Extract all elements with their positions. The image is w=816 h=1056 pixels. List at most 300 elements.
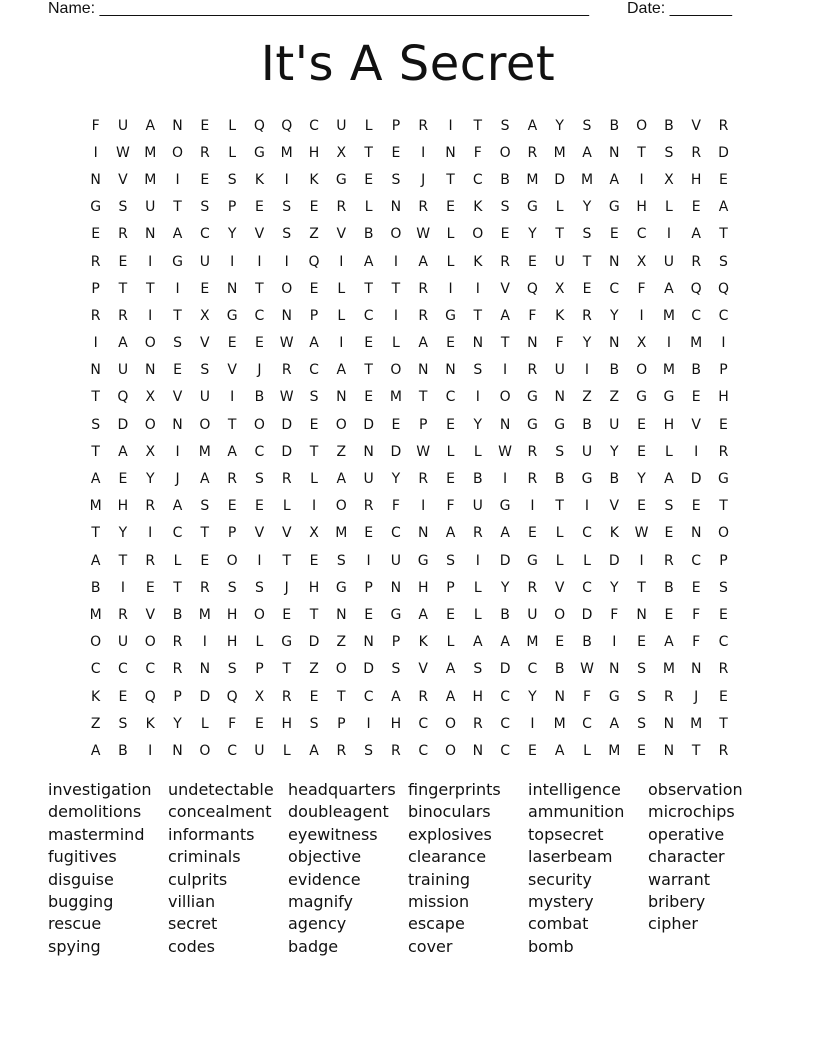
- grid-letter: S: [336, 552, 346, 569]
- grid-row: [82, 248, 742, 275]
- word-bank-item: escape: [408, 914, 465, 934]
- grid-letter: T: [227, 416, 237, 433]
- grid-letter: U: [527, 606, 538, 623]
- grid-letter: O: [226, 552, 238, 569]
- grid-letter: M: [580, 171, 594, 188]
- grid-letter: B: [363, 226, 374, 243]
- grid-letter: E: [91, 226, 101, 243]
- grid-letter: L: [228, 117, 237, 134]
- word-bank-item: demolitions: [48, 802, 142, 822]
- grid-letter: L: [392, 335, 400, 352]
- grid-letter: S: [582, 117, 592, 134]
- grid-letter: O: [253, 606, 265, 623]
- grid-letter: A: [664, 471, 674, 488]
- grid-letter: H: [417, 579, 429, 596]
- grid-letter: G: [335, 579, 347, 596]
- grid-letter: P: [391, 634, 401, 651]
- grid-letter: B: [90, 579, 101, 596]
- grid-letter: A: [418, 606, 428, 623]
- grid-letter: T: [91, 389, 100, 406]
- grid-letter: C: [118, 661, 128, 678]
- grid-letter: N: [336, 389, 347, 406]
- grid-letter: O: [281, 280, 293, 297]
- grid-row: [82, 330, 742, 357]
- word-bank-item: bugging: [48, 891, 114, 911]
- grid-letter: A: [90, 742, 101, 759]
- grid-row: [82, 411, 742, 438]
- grid-letter: Y: [582, 199, 592, 216]
- grid-letter: E: [309, 280, 319, 297]
- grid-letter: A: [336, 362, 347, 379]
- grid-letter: V: [418, 661, 428, 678]
- grid-letter: V: [227, 362, 237, 379]
- grid-letter: N: [554, 688, 565, 705]
- grid-letter: U: [145, 199, 156, 216]
- grid-letter: A: [227, 443, 237, 460]
- grid-letter: E: [719, 416, 728, 433]
- grid-letter: T: [473, 307, 483, 324]
- grid-letter: I: [612, 634, 617, 651]
- grid-letter: L: [337, 280, 346, 297]
- grid-letter: L: [473, 579, 482, 596]
- grid-letter: T: [391, 280, 401, 297]
- grid-letter: O: [199, 742, 211, 759]
- grid-letter: T: [364, 144, 373, 161]
- grid-letter: T: [418, 389, 428, 406]
- word-bank-item: criminals: [168, 847, 241, 867]
- grid-letter: K: [555, 307, 565, 324]
- grid-letter: Y: [145, 471, 155, 488]
- grid-letter: M: [662, 661, 675, 678]
- grid-letter: C: [500, 742, 510, 759]
- grid-letter: O: [199, 416, 211, 433]
- grid-letter: R: [418, 117, 429, 134]
- grid-letter: A: [500, 634, 510, 651]
- grid-letter: D: [581, 606, 593, 623]
- grid-letter: S: [555, 443, 565, 460]
- grid-letter: R: [527, 579, 538, 596]
- grid-letter: P: [364, 579, 373, 596]
- word-bank-item: observation: [648, 780, 743, 799]
- grid-letter: M: [690, 715, 703, 732]
- grid-letter: N: [417, 362, 429, 379]
- grid-letter: N: [690, 661, 702, 678]
- word-bank-item: codes: [168, 936, 215, 956]
- grid-letter: S: [173, 335, 182, 352]
- grid-letter: G: [254, 144, 265, 161]
- grid-letter: E: [637, 634, 647, 651]
- grid-letter: R: [90, 253, 101, 270]
- grid-letter: I: [393, 307, 398, 324]
- grid-letter: G: [608, 688, 620, 705]
- grid-letter: E: [637, 498, 647, 515]
- grid-letter: T: [309, 606, 319, 623]
- grid-letter: N: [663, 715, 675, 732]
- grid-letter: E: [200, 552, 210, 569]
- grid-letter: C: [691, 307, 702, 324]
- word-bank-item: disguise: [48, 869, 114, 889]
- grid-letter: U: [117, 634, 129, 651]
- grid-letter: E: [364, 335, 374, 352]
- grid-letter: N: [363, 443, 374, 460]
- grid-letter: S: [254, 471, 264, 488]
- grid-letter: E: [200, 280, 210, 297]
- grid-letter: X: [636, 335, 647, 352]
- grid-row: [82, 710, 742, 737]
- grid-letter: L: [173, 552, 182, 569]
- grid-letter: I: [448, 280, 453, 297]
- word-bank-item: agency: [288, 914, 347, 934]
- grid-letter: C: [691, 552, 702, 569]
- grid-letter: S: [254, 579, 264, 596]
- word-bank-item: mission: [408, 891, 470, 911]
- grid-row: [82, 221, 742, 248]
- grid-letter: B: [554, 471, 565, 488]
- grid-letter: A: [445, 661, 456, 678]
- grid-letter: H: [308, 579, 320, 596]
- grid-letter: E: [691, 199, 701, 216]
- grid-letter: Q: [144, 688, 156, 705]
- grid-letter: R: [418, 688, 429, 705]
- grid-row: [82, 384, 742, 411]
- grid-letter: X: [309, 525, 319, 542]
- grid-letter: G: [526, 416, 538, 433]
- grid-letter: E: [118, 253, 128, 270]
- grid-letter: P: [227, 199, 237, 216]
- grid-letter: W: [498, 443, 513, 460]
- grid-letter: P: [227, 525, 237, 542]
- grid-letter: S: [664, 144, 674, 161]
- grid-letter: R: [664, 688, 674, 705]
- grid-letter: G: [526, 552, 538, 569]
- grid-letter: Y: [610, 307, 619, 324]
- grid-letter: L: [282, 742, 291, 759]
- grid-letter: S: [582, 226, 592, 243]
- grid-row: [82, 629, 742, 656]
- grid-letter: E: [200, 171, 210, 188]
- grid-letter: X: [636, 253, 647, 270]
- grid-letter: E: [446, 606, 455, 623]
- grid-letter: I: [584, 498, 590, 515]
- word-bank-item: security: [528, 869, 592, 889]
- grid-letter: E: [691, 579, 701, 596]
- grid-letter: C: [309, 362, 319, 379]
- grid-letter: M: [144, 144, 157, 161]
- grid-letter: C: [582, 579, 592, 596]
- grid-letter: N: [90, 171, 101, 188]
- grid-letter: W: [116, 144, 130, 161]
- grid-letter: O: [335, 661, 347, 678]
- grid-letter: Z: [609, 389, 620, 406]
- grid-letter: W: [580, 661, 594, 678]
- grid-letter: N: [199, 661, 211, 678]
- grid-letter: I: [366, 552, 371, 569]
- grid-letter: E: [309, 552, 319, 569]
- grid-letter: X: [254, 688, 265, 705]
- grid-letter: M: [526, 634, 539, 651]
- grid-letter: C: [472, 171, 483, 188]
- grid-letter: R: [145, 498, 156, 515]
- grid-letter: M: [690, 335, 703, 352]
- grid-letter: R: [527, 362, 538, 379]
- grid-letter: A: [609, 171, 620, 188]
- grid-letter: I: [530, 715, 535, 732]
- word-bank-item: training: [408, 869, 470, 889]
- grid-letter: Q: [253, 117, 265, 134]
- grid-letter: T: [473, 117, 483, 134]
- grid-letter: M: [553, 144, 566, 161]
- grid-letter: E: [173, 362, 182, 379]
- grid-letter: D: [199, 688, 211, 705]
- grid-letter: Z: [309, 226, 319, 243]
- grid-letter: N: [172, 416, 183, 433]
- grid-letter: S: [282, 226, 292, 243]
- word-bank-item: culprits: [168, 869, 228, 889]
- grid-letter: R: [336, 742, 347, 759]
- grid-letter: A: [582, 144, 592, 161]
- grid-letter: O: [472, 226, 484, 243]
- grid-letter: I: [93, 335, 98, 352]
- grid-letter: Y: [637, 471, 646, 488]
- grid-letter: X: [664, 171, 674, 188]
- grid-letter: R: [582, 307, 592, 324]
- grid-letter: H: [117, 498, 129, 515]
- grid-letter: N: [609, 144, 620, 161]
- grid-letter: A: [609, 715, 620, 732]
- grid-letter: S: [309, 389, 319, 406]
- grid-letter: E: [255, 335, 264, 352]
- word-bank-item: fugitives: [48, 847, 117, 867]
- grid-letter: B: [500, 171, 510, 188]
- grid-row: [82, 683, 742, 710]
- grid-letter: Y: [528, 688, 537, 705]
- grid-letter: R: [472, 715, 483, 732]
- grid-letter: E: [200, 117, 210, 134]
- grid-letter: O: [390, 362, 402, 379]
- grid-letter: H: [690, 171, 702, 188]
- word-bank-item: mystery: [528, 891, 594, 911]
- word-bank-item: intelligence: [528, 780, 621, 799]
- grid-letter: I: [666, 335, 671, 352]
- grid-letter: F: [610, 606, 619, 623]
- grid-letter: E: [227, 498, 237, 515]
- grid-letter: R: [199, 579, 210, 596]
- grid-letter: G: [718, 471, 729, 488]
- word-bank-item: topsecret: [528, 824, 604, 844]
- grid-letter: D: [690, 471, 702, 488]
- grid-letter: I: [639, 552, 644, 569]
- grid-letter: T: [555, 498, 564, 515]
- grid-letter: Y: [473, 416, 483, 433]
- grid-letter: S: [500, 199, 510, 216]
- grid-letter: I: [421, 498, 426, 515]
- grid-letter: L: [364, 199, 373, 216]
- grid-letter: N: [527, 335, 538, 352]
- grid-letter: F: [582, 688, 592, 705]
- grid-letter: B: [554, 661, 565, 678]
- word-bank-item: explosives: [408, 824, 492, 844]
- grid-letter: O: [717, 525, 729, 542]
- grid-letter: R: [145, 552, 156, 569]
- grid-letter: Q: [690, 280, 702, 297]
- word-bank-item: binoculars: [408, 802, 491, 822]
- grid-letter: L: [282, 498, 291, 515]
- grid-letter: E: [391, 416, 401, 433]
- grid-letter: J: [175, 471, 180, 488]
- grid-letter: E: [227, 335, 237, 352]
- grid-letter: O: [554, 606, 566, 623]
- grid-letter: A: [500, 525, 510, 542]
- grid-letter: X: [336, 144, 347, 161]
- grid-letter: I: [393, 253, 398, 270]
- grid-row: [82, 601, 742, 628]
- grid-letter: R: [281, 688, 292, 705]
- grid-letter: L: [583, 742, 591, 759]
- grid-letter: L: [446, 226, 455, 243]
- grid-letter: I: [721, 335, 726, 352]
- grid-letter: U: [472, 498, 483, 515]
- grid-letter: G: [390, 606, 402, 623]
- word-bank-item: magnify: [288, 891, 353, 911]
- grid-letter: C: [391, 525, 401, 542]
- grid-letter: S: [118, 715, 128, 732]
- grid-letter: O: [144, 634, 156, 651]
- grid-letter: I: [230, 253, 235, 270]
- grid-letter: N: [609, 661, 620, 678]
- grid-letter: R: [227, 471, 237, 488]
- grid-letter: U: [117, 117, 129, 134]
- grid-letter: I: [311, 498, 317, 515]
- grid-letter: A: [309, 742, 319, 759]
- grid-letter: I: [148, 742, 153, 759]
- grid-letter: E: [719, 688, 728, 705]
- grid-letter: S: [473, 362, 483, 379]
- grid-letter: C: [254, 443, 265, 460]
- grid-letter: I: [503, 471, 508, 488]
- grid-letter: N: [417, 525, 429, 542]
- grid-letter: V: [254, 226, 265, 243]
- grid-letter: T: [118, 552, 128, 569]
- grid-letter: M: [89, 606, 102, 623]
- grid-letter: S: [391, 171, 401, 188]
- grid-row: [82, 357, 742, 384]
- grid-letter: L: [364, 117, 373, 134]
- grid-letter: C: [227, 742, 238, 759]
- grid-letter: R: [718, 117, 729, 134]
- word-bank-item: doubleagent: [288, 802, 389, 822]
- grid-letter: N: [472, 742, 484, 759]
- grid-letter: P: [719, 362, 728, 379]
- grid-letter: X: [145, 443, 156, 460]
- grid-letter: C: [500, 688, 510, 705]
- grid-letter: L: [446, 253, 455, 270]
- grid-letter: J: [257, 362, 262, 379]
- grid-letter: R: [472, 525, 483, 542]
- grid-letter: E: [719, 171, 728, 188]
- grid-letter: R: [418, 199, 429, 216]
- grid-letter: F: [637, 280, 646, 297]
- grid-letter: P: [446, 579, 455, 596]
- grid-letter: I: [120, 579, 126, 596]
- grid-letter: V: [609, 498, 620, 515]
- grid-letter: J: [421, 171, 426, 188]
- grid-letter: E: [719, 606, 728, 623]
- grid-letter: C: [418, 715, 429, 732]
- grid-letter: E: [255, 199, 264, 216]
- grid-letter: C: [309, 117, 319, 134]
- grid-letter: P: [719, 552, 728, 569]
- grid-letter: S: [91, 416, 101, 433]
- grid-letter: T: [364, 280, 373, 297]
- grid-letter: J: [694, 688, 699, 705]
- grid-letter: B: [254, 389, 265, 406]
- grid-letter: E: [637, 742, 647, 759]
- grid-letter: H: [308, 144, 320, 161]
- grid-letter: E: [664, 525, 674, 542]
- grid-letter: N: [145, 362, 156, 379]
- grid-letter: R: [199, 144, 210, 161]
- grid-letter: H: [663, 416, 675, 433]
- grid-letter: N: [390, 199, 402, 216]
- grid-letter: Y: [555, 117, 564, 134]
- grid-letter: R: [336, 199, 347, 216]
- grid-letter: H: [390, 715, 402, 732]
- grid-letter: C: [254, 307, 265, 324]
- grid-letter: C: [609, 280, 620, 297]
- grid-letter: B: [691, 362, 701, 379]
- grid-letter: M: [608, 742, 621, 759]
- grid-letter: F: [446, 498, 455, 515]
- grid-letter: A: [418, 335, 428, 352]
- grid-letter: I: [448, 117, 453, 134]
- grid-letter: Y: [528, 226, 537, 243]
- grid-letter: C: [582, 525, 592, 542]
- grid-letter: M: [526, 171, 539, 188]
- grid-letter: E: [282, 606, 292, 623]
- grid-row: [82, 493, 742, 520]
- grid-letter: E: [364, 171, 374, 188]
- grid-letter: K: [473, 199, 483, 216]
- grid-letter: I: [475, 389, 480, 406]
- grid-letter: T: [282, 552, 291, 569]
- word-bank-item: fingerprints: [408, 780, 501, 799]
- grid-letter: F: [528, 307, 537, 324]
- grid-letter: D: [390, 443, 402, 460]
- grid-letter: T: [91, 525, 100, 542]
- grid-letter: F: [692, 606, 701, 623]
- grid-letter: A: [500, 307, 510, 324]
- grid-letter: G: [636, 389, 648, 406]
- grid-letter: N: [472, 335, 484, 352]
- grid-letter: S: [473, 661, 483, 678]
- grid-letter: R: [718, 742, 729, 759]
- word-bank-item: clearance: [408, 847, 487, 867]
- grid-letter: O: [144, 335, 156, 352]
- grid-letter: E: [527, 525, 537, 542]
- grid-letter: A: [664, 280, 674, 297]
- grid-letter: D: [718, 144, 729, 161]
- grid-letter: F: [555, 335, 564, 352]
- grid-letter: L: [555, 199, 564, 216]
- grid-letter: E: [555, 634, 565, 651]
- grid-letter: H: [226, 606, 238, 623]
- grid-row: [82, 275, 742, 302]
- grid-letter: X: [200, 307, 210, 324]
- grid-letter: V: [554, 579, 565, 596]
- word-bank: [48, 779, 788, 958]
- grid-letter: O: [636, 362, 648, 379]
- grid-letter: R: [691, 144, 702, 161]
